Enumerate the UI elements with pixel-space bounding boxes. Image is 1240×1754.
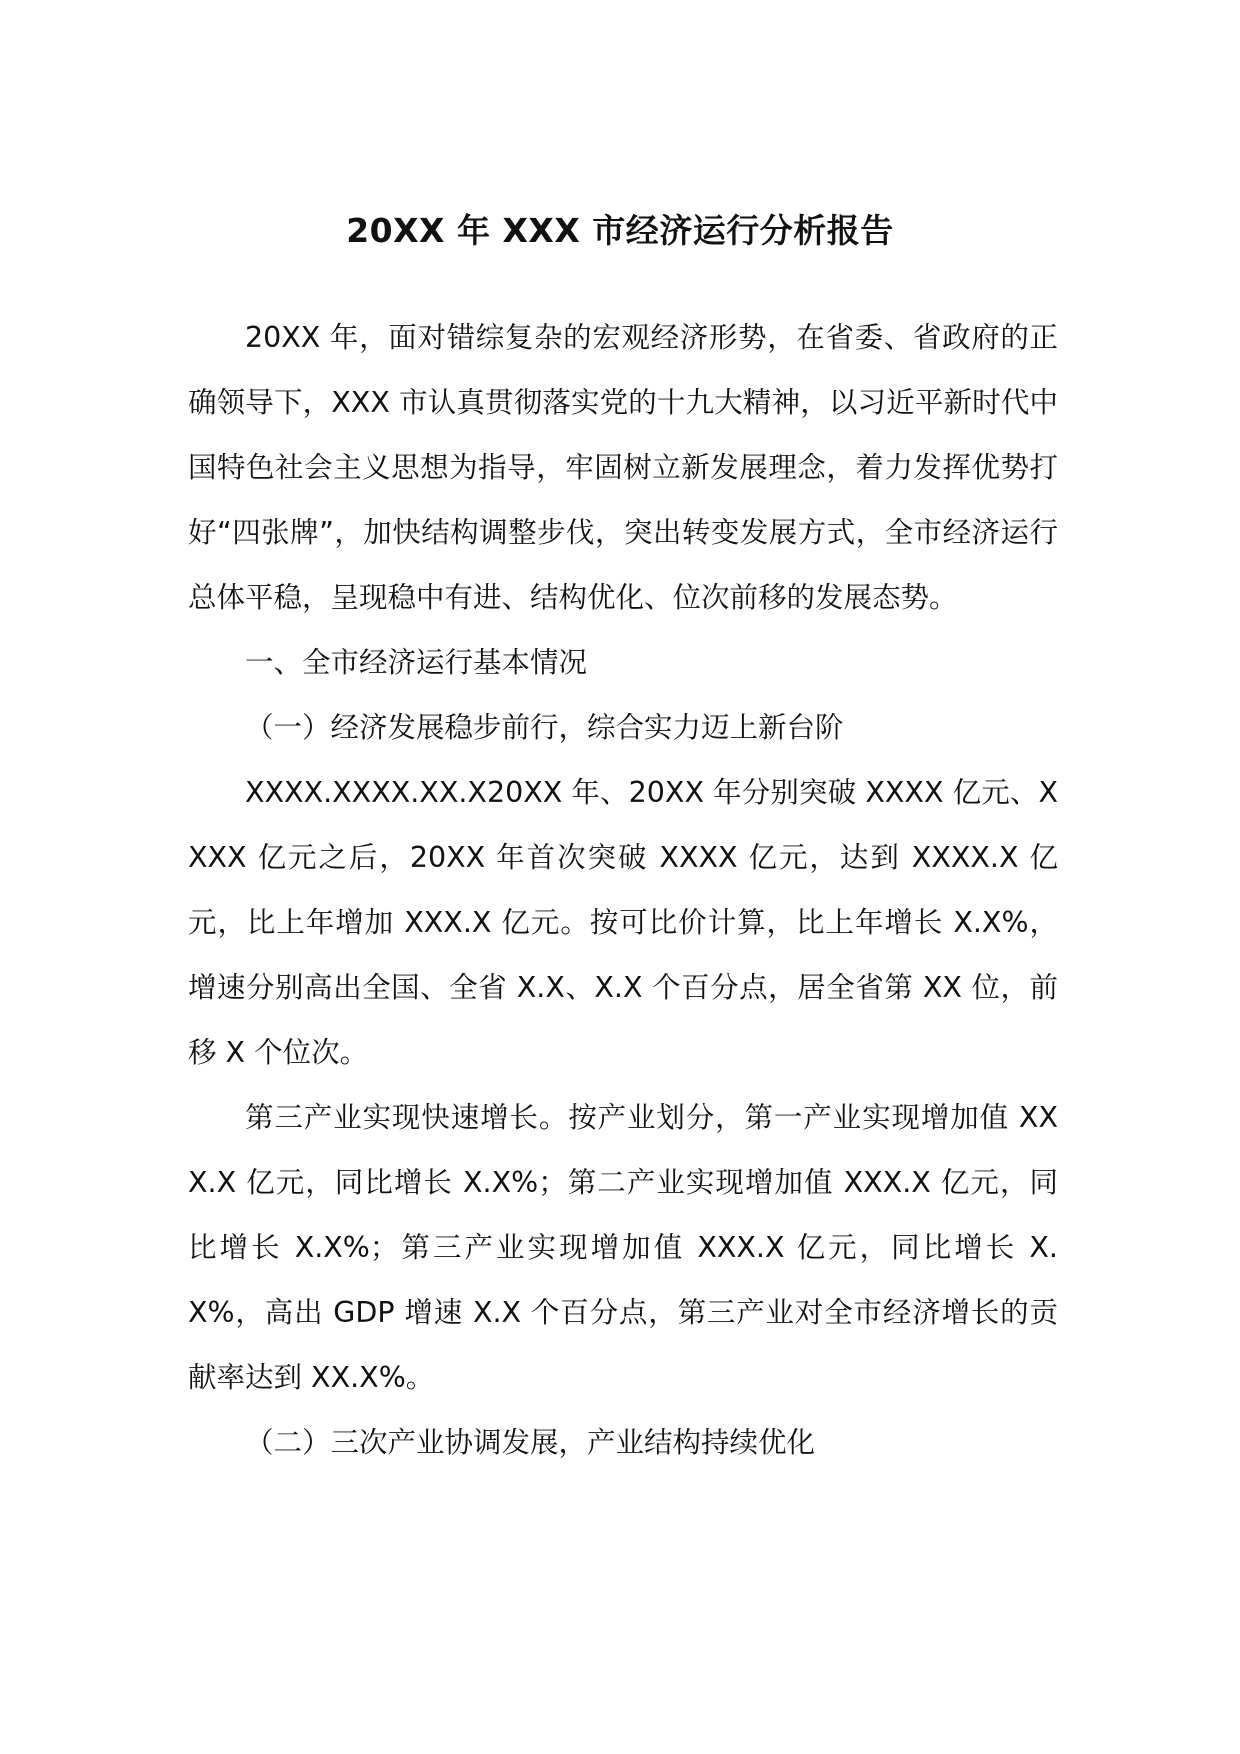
subsection-heading-2: （二）三次产业协调发展，产业结构持续优化 bbox=[245, 1426, 816, 1459]
intro-paragraph: 20XX 年，面对错综复杂的宏观经济形势，在省委、省政府的正确领导下，XXX 市认真贯彻落实党的十九大精神，以习近平新时代中国特色社会主义思想为指导，牢固树立新发展理念，着力发挥优势打好“四张牌”，加快结构调整步伐，突出转变发展方式，全市经济运行总体平稳，呈现稳中有进、结构优化、位次前移的发展态势。 bbox=[188, 321, 1058, 614]
section-heading-1: 一、全市经济运行基本情况 bbox=[245, 646, 588, 679]
tertiary-industry-paragraph: 第三产业实现快速增长。按产业划分，第一产业实现增加值 XXX.X 亿元，同比增长 X.X%；第二产业实现增加值 XXX.X 亿元，同比增长 X.X%；第三产业实现增加值 XXX.X 亿元，同比增长 X.X%，高出 GDP 增速 X.X 个百分点，第三产业对全市经济增长的贡献率达到 XX.X%。 bbox=[188, 1101, 1058, 1394]
gdp-paragraph: XXXX.XXXX.XX.X20XX 年、20XX 年分别突破 XXXX 亿元、XXXX 亿元之后，20XX 年首次突破 XXXX 亿元，达到 XXXX.X 亿元，比上年增加 XXX.X 亿元。按可比价计算，比上年增长 X.X%，增速分别高出全国、全省 X.X、X.X 个百分点，居全省第 XX 位，前移 X 个位次。 bbox=[188, 776, 1058, 1069]
subsection-heading-1: （一）经济发展稳步前行，综合实力迈上新台阶 bbox=[245, 711, 844, 744]
document-title: 20XX 年 XXX 市经济运行分析报告 bbox=[346, 211, 894, 250]
document-body bbox=[188, 305, 1058, 1475]
